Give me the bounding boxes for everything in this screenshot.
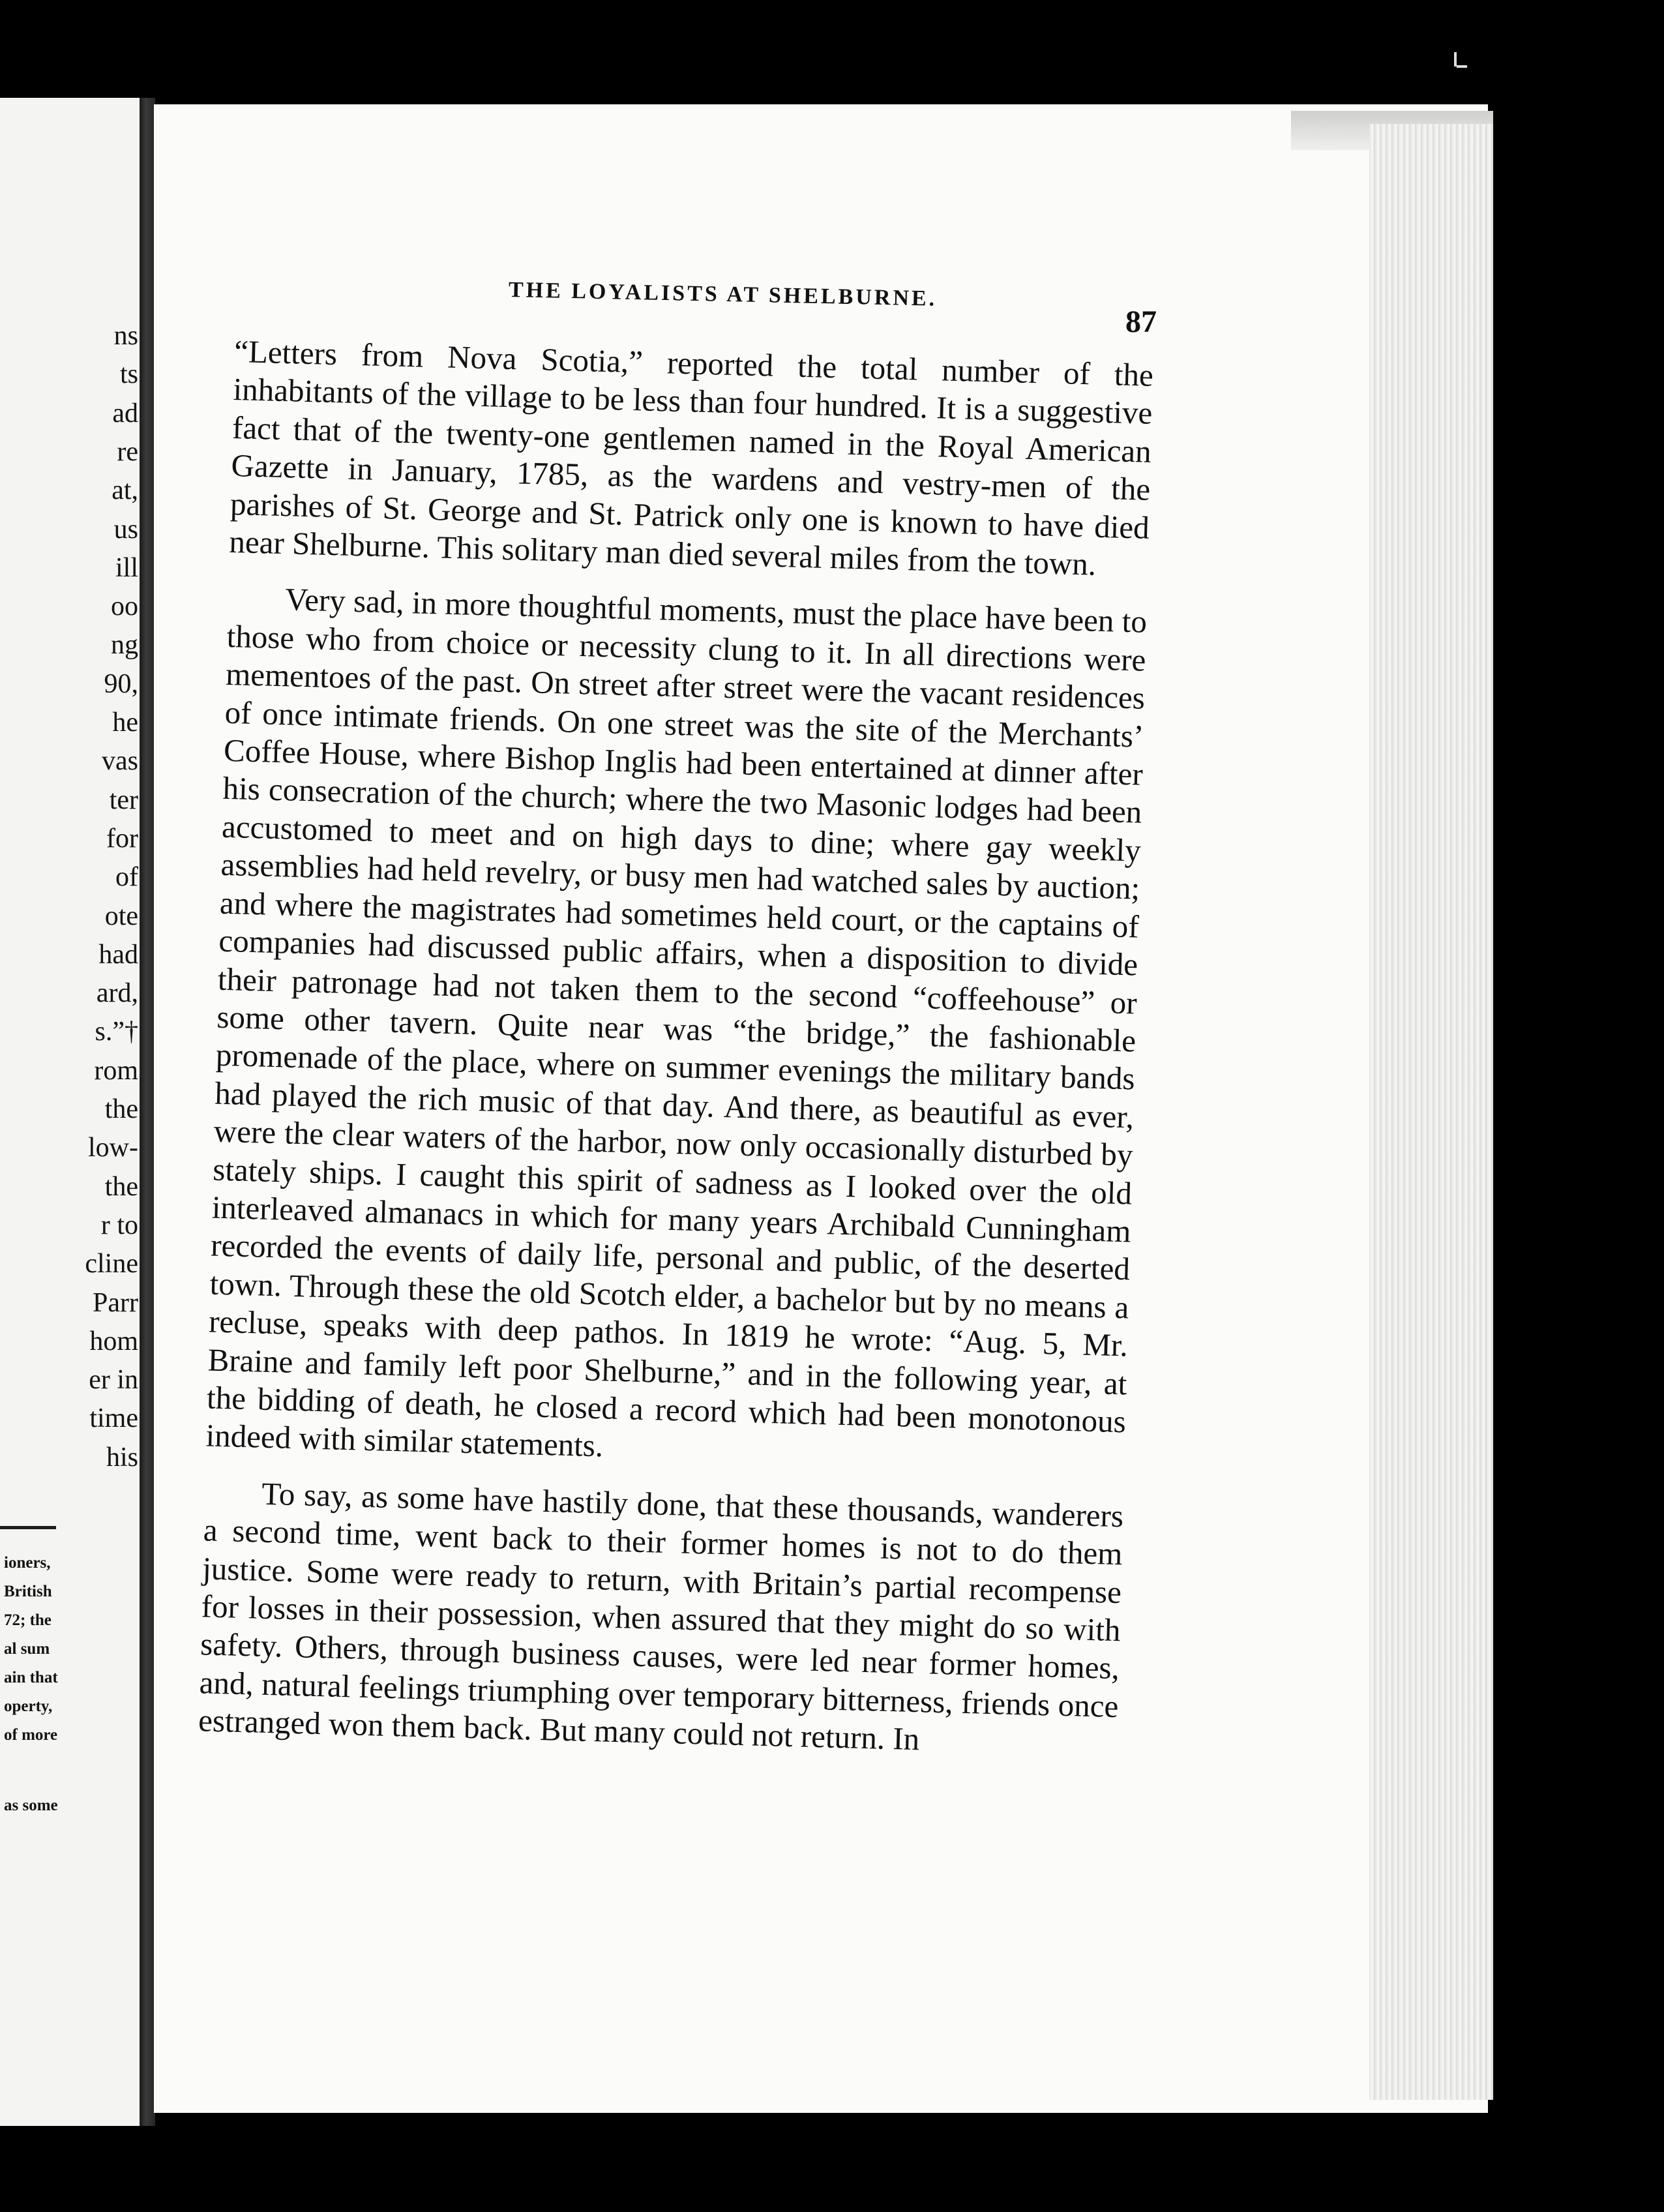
paragraph-3: To say, as some have hastily done, that these thousands, wanderers a second time, went back to their former homes is not to do them justice. Some were ready to return, with Britain’s partial recompense for losses in their possession, when assured that they might do so with safety. Others, through business causes, were led near former homes, and, natural feelings triumphing over temporary bitterness, friends once estranged won them back. But many could not return. In bbox=[198, 1475, 1124, 1757]
paragraph-2: Very sad, in more thoughtful moments, must the place have been to those who from choice or necessity clung to it. In all directions were mementoes of the past. On street after street were the vacant residences of once intimate friends. On one street was the site of the Merchants’ Coffee House, where Bishop Inglis had been entertained at dinner after his consecration of the church; where the two Masonic lodges had been accustomed to meet and on high days to dine; where gay weekly assemblies had held revelry, or busy men had watched sales by auction; and where the magistrates had sometimes held court, or the captains of companies had discussed public affairs, when a disposition to divide their patronage had not taken them to the second “coffeehouse” or some other tavern. Quite near was “the bridge,” the fashionable promenade of the place, where on summer evenings the military bands had played the rich music of that day. And there, as beautiful as ever, were the clear waters of the harbor, now only occasionally disturbed by stately ships. I caught this spirit of sadness as I looked over the old interleaved almanacs in which for many years Archibald Cunningham recorded the events of daily life, personal and public, of the deserted town. Through these the old Scotch elder, a bachelor but by no means a recluse, speaks with deep pathos. In 1819 he wrote: “Aug. 5, Mr. Braine and family left poor Shelburne,” and in the following year, at the bidding of death, he closed a record which had been monotonous indeed with similar statements. bbox=[205, 581, 1148, 1464]
dust-speck bbox=[754, 2119, 771, 2134]
left-line-fragment: for bbox=[106, 823, 138, 854]
left-line-fragment: r to bbox=[100, 1210, 138, 1240]
left-footnote-fragment: ain that bbox=[4, 1669, 58, 1686]
left-line-fragment: 90, bbox=[104, 668, 138, 699]
footnote-rule bbox=[0, 1526, 56, 1529]
left-line-fragment: at, bbox=[111, 475, 138, 506]
film-mark bbox=[1454, 52, 1457, 67]
left-line-fragment: oo bbox=[111, 591, 138, 622]
left-line-fragment: ter bbox=[109, 785, 138, 815]
running-head: THE LOYALISTS AT SHELBURNE. bbox=[508, 278, 938, 311]
left-line-fragment: of bbox=[115, 862, 138, 893]
book-gutter bbox=[140, 98, 155, 2126]
left-line-fragment: his bbox=[106, 1442, 138, 1472]
left-line-fragment: he bbox=[112, 708, 138, 738]
left-line-fragment: ts bbox=[119, 359, 138, 390]
dust-speck bbox=[952, 2165, 958, 2172]
left-line-fragment: the bbox=[104, 1094, 138, 1124]
left-line-fragment: time bbox=[89, 1403, 138, 1434]
left-line-fragment: low- bbox=[88, 1133, 138, 1163]
left-line-fragment: s.”† bbox=[95, 1017, 138, 1047]
page-number: 87 bbox=[1125, 305, 1157, 339]
left-footnote-fragment: operty, bbox=[4, 1697, 53, 1715]
left-line-fragment: ard, bbox=[96, 978, 138, 1009]
left-line-fragment: er in bbox=[89, 1365, 138, 1396]
body-text bbox=[198, 333, 1153, 1764]
page-block-edge bbox=[1369, 124, 1493, 2100]
left-footnote-fragment: of more bbox=[4, 1726, 58, 1744]
left-line-fragment: ill bbox=[115, 552, 138, 583]
left-line-fragment: had bbox=[98, 939, 138, 970]
left-footnote-fragment: al sum bbox=[4, 1640, 50, 1658]
left-line-fragment: ote bbox=[104, 901, 138, 931]
film-mark bbox=[1457, 65, 1467, 68]
left-footnote-fragment: as some bbox=[4, 1797, 58, 1814]
left-line-fragment: ns bbox=[113, 321, 138, 351]
left-line-fragment: rom bbox=[94, 1055, 138, 1086]
left-line-fragment: hom bbox=[89, 1326, 138, 1356]
left-line-fragment: Parr bbox=[93, 1287, 138, 1318]
left-page bbox=[0, 98, 142, 2126]
left-line-fragment: ad bbox=[112, 398, 138, 428]
left-line-fragment: cline bbox=[85, 1249, 138, 1279]
left-line-fragment: the bbox=[104, 1171, 138, 1202]
left-line-fragment: ng bbox=[111, 630, 138, 661]
left-line-fragment: re bbox=[117, 436, 138, 467]
left-footnote-fragment: British bbox=[4, 1583, 52, 1600]
left-line-fragment: vas bbox=[102, 746, 138, 777]
paragraph-1: “Letters from Nova Scotia,” reported the total number of the inhabitants of the village to be less than four hundred. It is a suggestive fact that of the twenty-one gentlemen named in the Royal American Gazette in January, 1785, as the wardens and vestry-men of the parishes of St. George and St. Patrick only one is known to have died near Shelburne. This solitary man died several miles from the town. bbox=[228, 333, 1154, 582]
left-line-fragment: us bbox=[113, 514, 138, 545]
left-footnote-fragment: 72; the bbox=[4, 1611, 52, 1629]
left-footnote-fragment: ioners, bbox=[4, 1554, 51, 1572]
